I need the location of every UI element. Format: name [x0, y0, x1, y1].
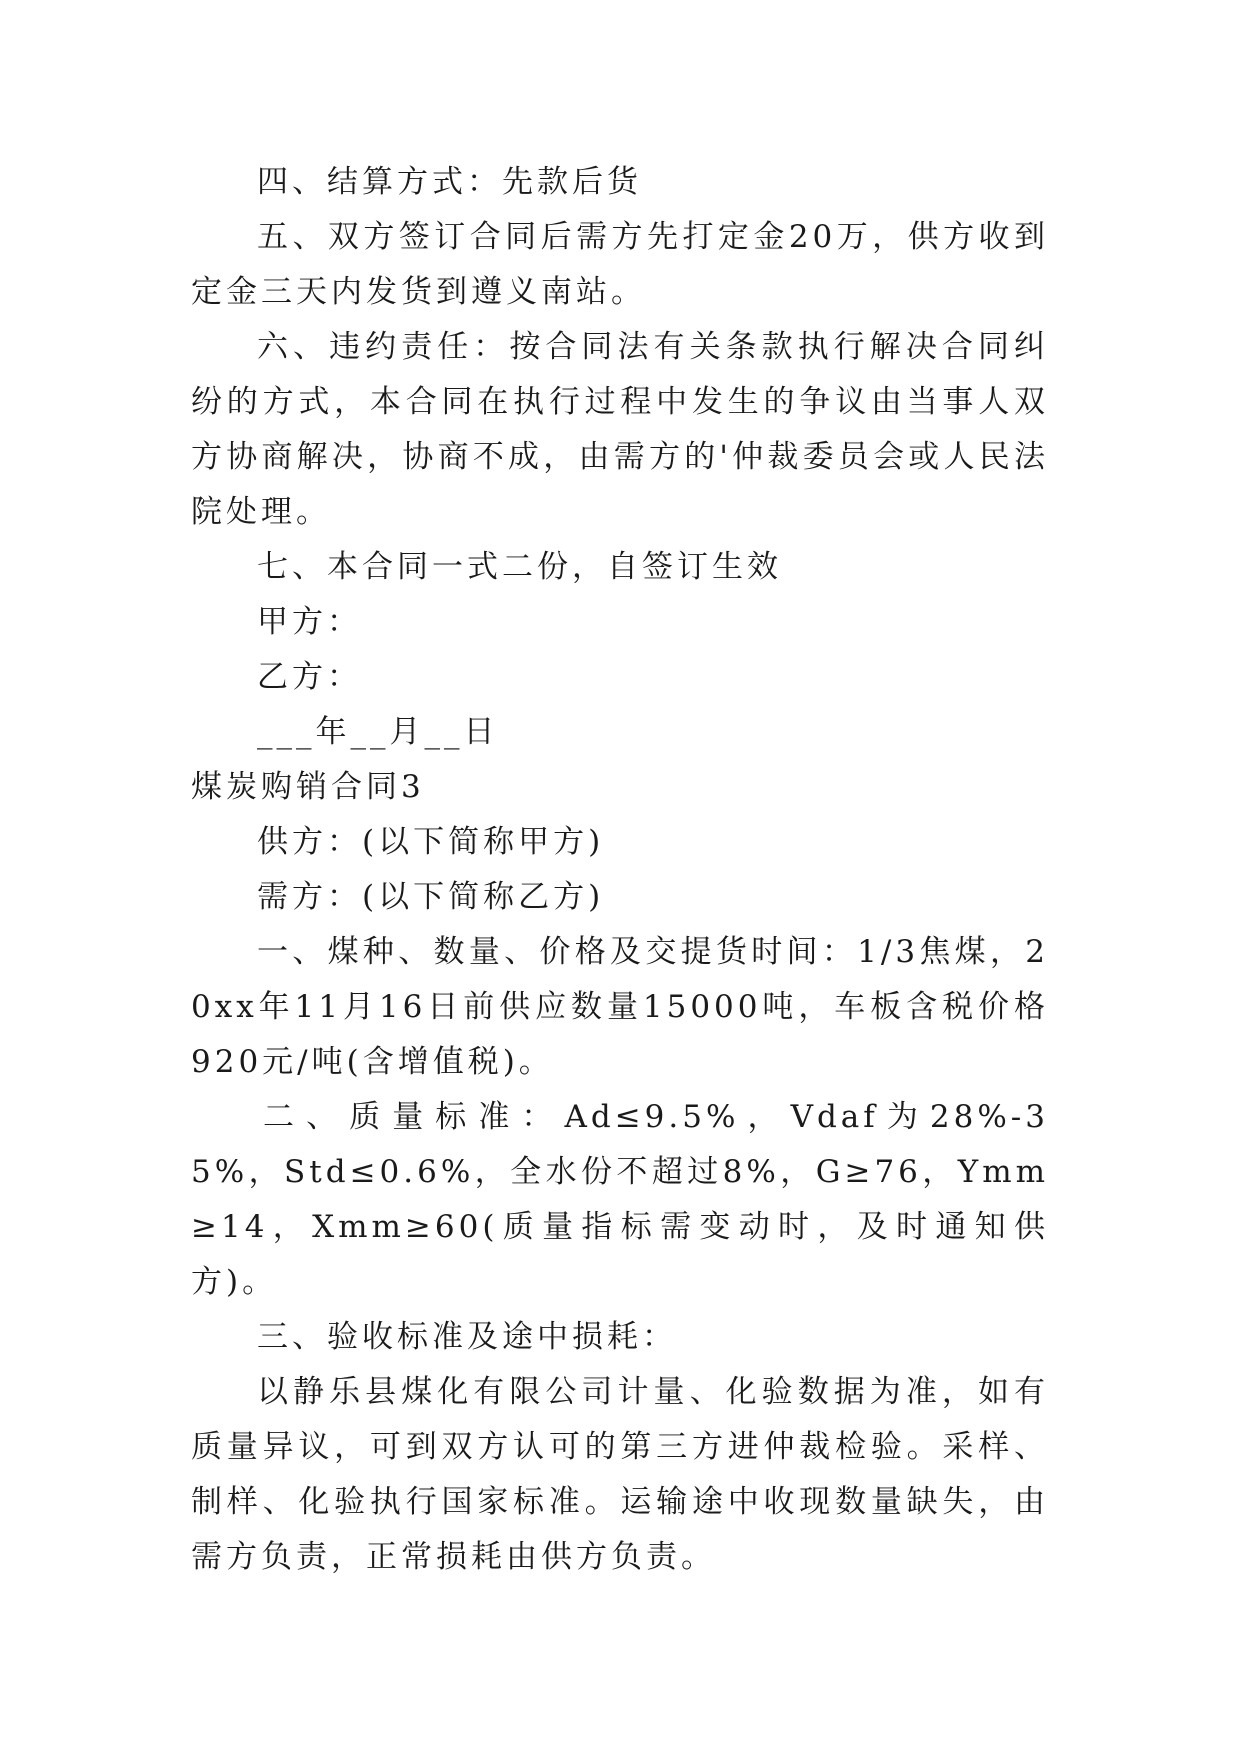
section-title: 煤炭购销合同3	[191, 769, 425, 805]
clause-4-settlement: 四、结算方式：先款后货	[257, 164, 642, 200]
clause-6-liability: 六、违约责任：按合同法有关条款执行解决合同纠纷的方式，本合同在执行过程中发生的争议由当事人双方协商解决，协商不成，由需方的'仲裁委员会或人民法院处理。	[191, 329, 1049, 530]
clause-2-quality: 二、质量标准：Ad≤9.5%，Vdaf为28%-35%，Std≤0.6%，全水份不超过8%，G≥76，Ymm≥14，Xmm≥60(质量指标需变动时，及时通知供方)。	[191, 1099, 1049, 1300]
clause-3-acceptance: 三、验收标准及途中损耗：	[257, 1319, 677, 1355]
clause-7-copies: 七、本合同一式二份，自签订生效	[257, 549, 782, 585]
buyer-line: 需方：(以下简称乙方)	[257, 879, 605, 915]
clause-3-detail: 以静乐县煤化有限公司计量、化验数据为准，如有质量异议，可到双方认可的第三方进仲裁检验。采样、制样、化验执行国家标准。运输途中收现数量缺失，由需方负责，正常损耗由供方负责。	[191, 1374, 1049, 1575]
party-a-signature: 甲方：	[257, 604, 362, 640]
clause-1-coal-type: 一、煤种、数量、价格及交提货时间：1/3焦煤，20xx年11月16日前供应数量15000吨，车板含税价格920元/吨(含增值税)。	[191, 934, 1049, 1080]
clause-5-deposit: 五、双方签订合同后需方先打定金20万，供方收到定金三天内发货到遵义南站。	[191, 219, 1049, 310]
document-page	[191, 155, 1049, 1585]
supplier-line: 供方：(以下简称甲方)	[257, 824, 605, 860]
party-b-signature: 乙方：	[257, 659, 362, 695]
signing-date: ___年__月__日	[257, 714, 499, 750]
